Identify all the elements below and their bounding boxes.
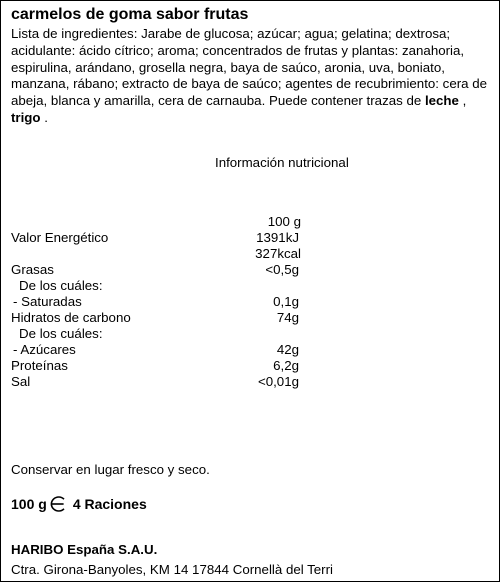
nutrition-row-carbs <box>1 310 500 326</box>
nutrition-per-row <box>1 214 500 230</box>
nutrition-value-sugars: 42g <box>276 342 299 357</box>
net-weight: 100 g <box>11 496 47 512</box>
nutrition-value-protein: 6,2g <box>273 358 299 373</box>
nutrition-row-sugars <box>1 342 500 358</box>
nutrition-row-fat <box>1 262 500 278</box>
net-quantity <box>11 496 147 512</box>
nutrition-row-saturates <box>1 294 500 310</box>
nutrition-row-energy-kj <box>1 230 500 246</box>
nutrition-row-carbs-of-which <box>1 326 500 342</box>
allergen-wheat: trigo <box>11 109 41 125</box>
nutrition-row-energy-kcal <box>1 246 500 262</box>
nutrition-value-energy-kcal: 327kcal <box>255 246 301 261</box>
manufacturer-address: Ctra. Girona-Banyoles, KM 14 17844 Cornellà del Terri <box>11 562 333 577</box>
ingredients-end: . <box>40 109 48 125</box>
nutrition-row-salt <box>1 374 500 390</box>
allergen-milk: leche <box>424 93 459 109</box>
allergen-separator: , <box>458 93 467 109</box>
nutrition-value-carbs: 74g <box>276 310 299 325</box>
nutrition-value-fat: <0,5g <box>265 262 299 277</box>
nutrition-label-carbs: Hidratos de carbono <box>11 310 131 325</box>
nutrition-label-fat: Grasas <box>11 262 54 277</box>
nutrition-label-protein: Proteínas <box>11 358 68 373</box>
nutrition-label-energy: Valor Energético <box>11 230 109 245</box>
nutrition-value-energy-kj: 1391kJ <box>256 230 299 245</box>
nutrition-label-of-which: De los cuáles: <box>19 326 103 341</box>
nutrition-label-sugars: - Azúcares <box>13 342 76 357</box>
manufacturer-name: HARIBO España S.A.U. <box>11 542 158 557</box>
ingredients-text: Lista de ingredientes: Jarabe de glucosa; azúcar; agua; gelatina; dextrosa; acidulante: ácido cítrico; aroma; concentrados de frutas y plantas: zanahoria, espirulina, arándano, grosella negra, baya de saúco, aronia, uva, boniato, manzana, rábano; extracto de baya de saúco; agentes de recubrimiento: cera de abeja, blanca y amarilla, cera de carnauba. Puede contener trazas de <box>11 26 488 109</box>
product-title: carmelos de goma sabor frutas <box>11 6 249 23</box>
nutrition-row-fat-of-which <box>1 278 500 294</box>
nutrition-row-protein <box>1 358 500 374</box>
nutrition-value-saturates: 0,1g <box>273 294 299 309</box>
estimated-sign-icon <box>49 496 67 512</box>
ingredients-list <box>11 26 493 127</box>
nutrition-label-saturates: - Saturadas <box>13 294 82 309</box>
nutrition-per-label: 100 g <box>267 214 301 229</box>
storage-instructions: Conservar en lugar fresco y seco. <box>11 462 210 477</box>
nutrition-label-of-which: De los cuáles: <box>19 278 103 293</box>
servings-count: 4 Raciones <box>72 496 147 512</box>
nutrition-title: Información nutricional <box>215 155 349 170</box>
nutrition-value-salt: <0,01g <box>257 374 299 389</box>
nutrition-label-salt: Sal <box>11 374 31 389</box>
